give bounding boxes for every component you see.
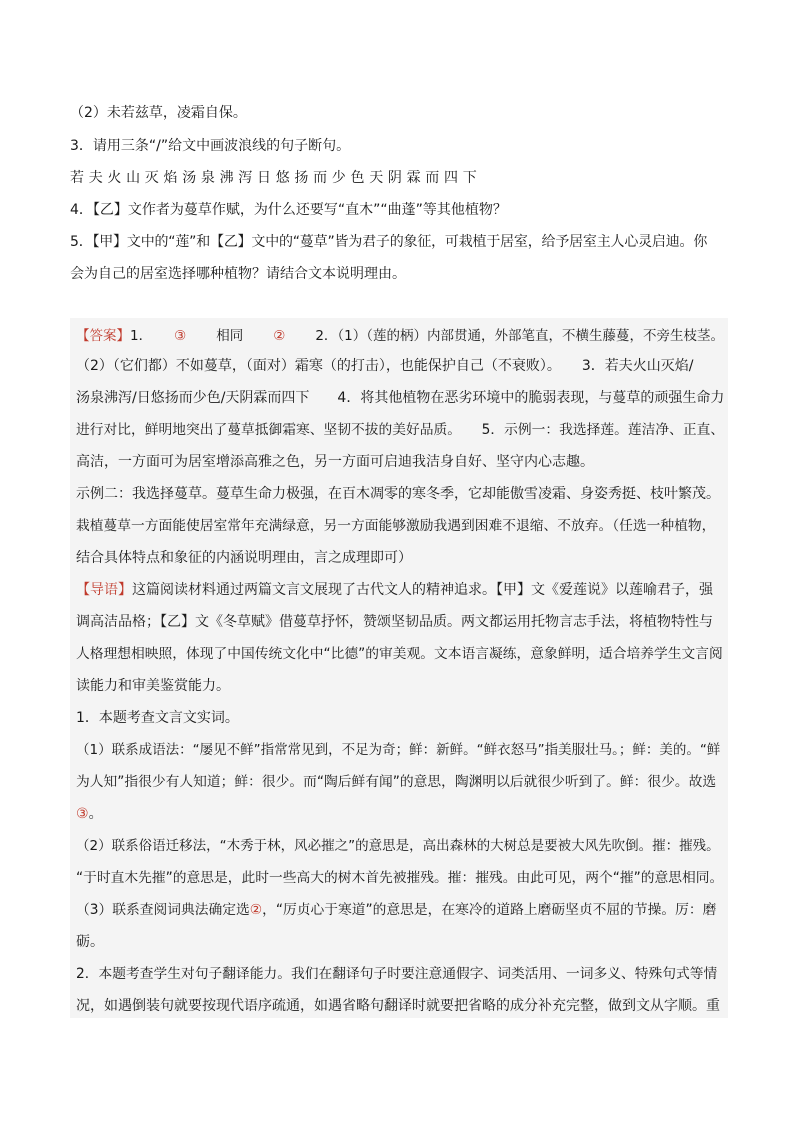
analysis-line: “于时直木先摧”的意思是，此时一些高大的树木首先被摧残。摧：摧残。由此可见，两个“摧”的意思相同。 xyxy=(76,870,724,886)
question-4: 4．【乙】文作者为蔓草作赋，为什么还要写“直木”“曲蓬”等其他植物？ xyxy=(70,202,507,218)
guide-tag: 【导语】 xyxy=(76,582,132,598)
answer-line: 示例二：我选择蔓草。蔓草生命力极强，在百木凋零的寒冬季，它却能傲雪凌霜、身姿秀挺、枝叶繁茂。 xyxy=(76,486,720,502)
answer-mark-3: ③ xyxy=(174,328,187,344)
analysis-line: 1．本题考查文言文实词。 xyxy=(76,710,239,726)
analysis-line: 砺。 xyxy=(76,934,104,950)
analysis-line: 况，如遇倒装句就要按现代语序疏通，如遇省略句翻译时就要把省略的成分补充完整，做到文从字顺。重 xyxy=(76,998,720,1014)
analysis-line: （3）联系查阅词典法确定选②，“厉贞心于寒道”的意思是，在寒冷的道路上磨砺坚贞不屈的节操。厉：磨 xyxy=(76,902,717,918)
answer-tag: 【答案】 xyxy=(76,328,130,344)
question-3: 3．请用三条“/”给文中画波浪线的句子断句。 xyxy=(70,138,351,154)
answer-mark-2: ② xyxy=(273,328,286,344)
guide-line: 调高洁品格；【乙】文《冬草赋》借蔓草抒怀，赞颂坚韧品质。两文都运用托物言志手法，将植物特性与 xyxy=(76,614,713,630)
analysis-line: ③。 xyxy=(76,806,103,822)
answer-line: 栽植蔓草一方面能使居室常年充满绿意，另一方面能够激励我遇到困难不退缩、不放弃。（任选一种植物， xyxy=(76,518,716,534)
answer-line: 进行对比，鲜明地突出了蔓草抵御霜寒、坚韧不拔的美好品质。 5．示例一：我选择莲。莲洁净、正直、 xyxy=(76,422,725,438)
answer-line: 高洁，一方面可为居室增添高雅之色，另一方面可启迪我洁身自好、坚守内心志趣。 xyxy=(76,454,594,470)
analysis-line: 为人知”指很少有人知道；鲜：很少。而“陶后鲜有闻”的意思，陶渊明以后就很少听到了。鲜：很少。故选 xyxy=(76,774,717,790)
analysis-line: 2．本题考查学生对句子翻译能力。我们在翻译句子时要注意通假字、词类活用、一词多义、特殊句式等情 xyxy=(76,966,718,982)
analysis-mark-2: ② xyxy=(249,902,263,918)
analysis-line: （1）联系成语法：“屡见不鲜”指常常见到，不足为奇；鲜：新鲜。“鲜衣怒马”指美服壮马。；鲜：美的。“鲜 xyxy=(76,742,721,758)
answer-line: （2）（它们都）不如蔓草，（面对）霜寒（的打击），也能保护自己（不衰败）。 3．若夫火山灭焰/ xyxy=(76,358,694,374)
question-3-sentence: 若夫火山灭焰汤泉沸泻日悠扬而少色天阴霖而四下 xyxy=(70,170,482,186)
guide-line: 人格理想相映照，体现了中国传统文化中“比德”的审美观。文本语言凝练，意象鲜明，适合培养学生文言阅 xyxy=(76,646,723,662)
question-5-line2: 会为自己的居室选择哪种植物？请结合文本说明理由。 xyxy=(70,266,406,282)
answer-line-1: 【答案】1． ③ 相同 ② 2．（1）（莲的柄）内部贯通，外部笔直，不横生藤蔓，不旁生枝茎。 xyxy=(76,328,724,344)
answer-line: 汤泉沸泻/日悠扬而少色/天阴霖而四下 4．将其他植物在恶劣环境中的脆弱表现，与蔓草的顽强生命力 xyxy=(76,390,725,406)
question-5-line1: 5．【甲】文中的“莲”和【乙】文中的“蔓草”皆为君子的象征，可栽植于居室，给予居室主人心灵启迪。你 xyxy=(70,234,708,250)
answer-line: 结合具体特点和象征的内涵说明理由，言之成理即可） xyxy=(76,550,412,566)
guide-line-1: 【导语】这篇阅读材料通过两篇文言文展现了古代文人的精神追求。【甲】文《爱莲说》以莲喻君子，强 xyxy=(76,582,713,598)
analysis-mark-3: ③ xyxy=(76,806,89,822)
question-2-2: （2）未若兹草，凌霜自保。 xyxy=(70,105,247,121)
guide-line: 读能力和审美鉴赏能力。 xyxy=(76,678,230,694)
analysis-line: （2）联系俗语迁移法，“木秀于林，风必摧之”的意思是，高出森林的大树总是要被大风先吹倒。摧：摧残。 xyxy=(76,838,720,854)
